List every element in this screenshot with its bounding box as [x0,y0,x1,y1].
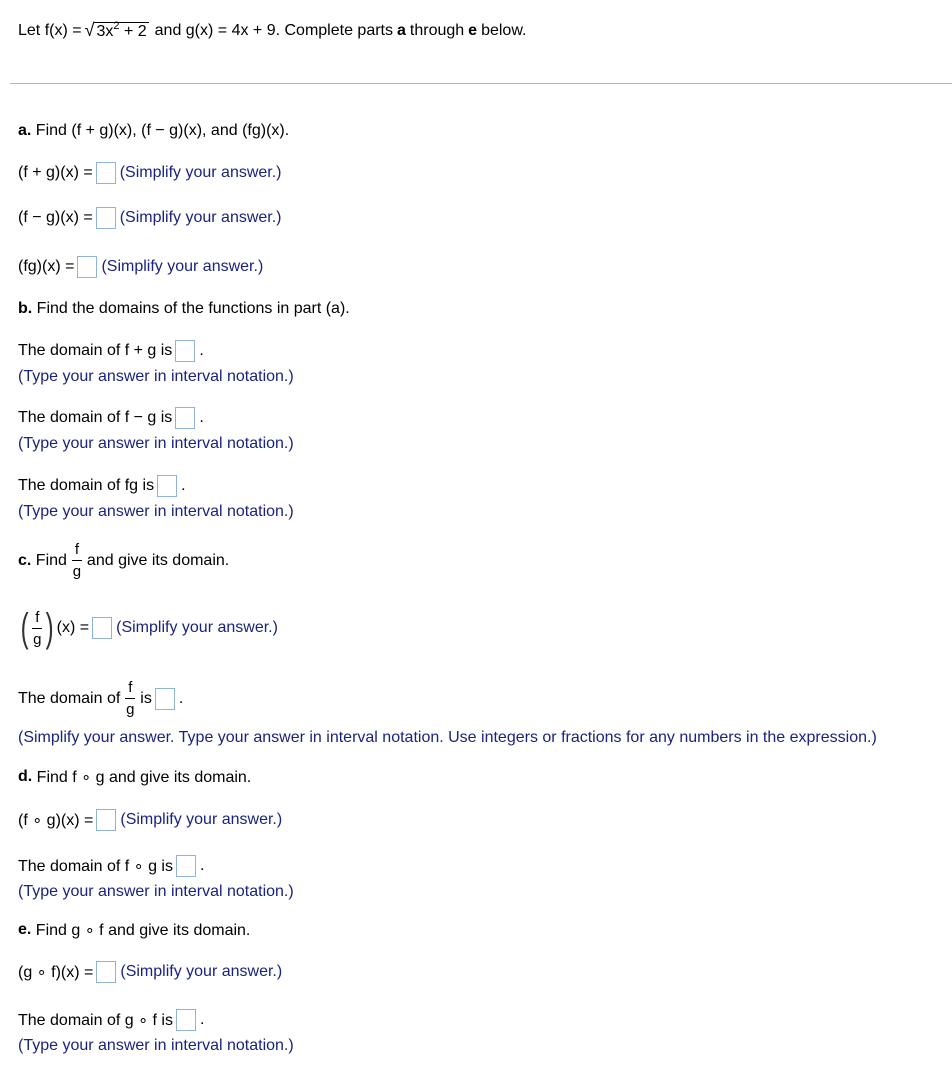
domain-gof-hint: (Type your answer in interval notation.) [18,1037,294,1054]
domain-f-over-g-input[interactable] [155,688,175,710]
divider [10,83,952,84]
f-over-g-input[interactable] [92,617,112,639]
problem-prefix: Let f(x) = [18,21,82,39]
domain-fog-row: The domain of f ∘ g is . [18,857,205,875]
domain-fg-input[interactable] [157,475,177,497]
fplusg-row: (f + g)(x) = (Simplify your answer.) [18,162,282,184]
part-e-prompt: e. Find g ∘ f and give its domain. [18,921,251,939]
gof-row: (g ∘ f)(x) = (Simplify your answer.) [18,963,283,981]
part-a-prompt: a. Find (f + g)(x), (f − g)(x), and (fg)(x). [18,122,290,139]
domain-fog-input[interactable] [176,855,196,877]
domain-fminusg-row: The domain of f − g is . [18,407,204,429]
part-d-prompt: d. Find f ∘ g and give its domain. [18,768,252,786]
domain-fg-row: The domain of fg is . [18,475,186,497]
fplusg-input[interactable] [96,162,116,184]
domain-f-over-g-row: The domain of $\frac{f}{g}$ is . [18,679,184,718]
domain-fminusg-hint: (Type your answer in interval notation.) [18,435,294,452]
domain-fplusg-row: The domain of f + g is . [18,340,204,362]
domain-gof-row: The domain of g ∘ f is . [18,1011,205,1029]
f-over-g-fraction: $\frac{f}{g}$ [72,541,82,580]
domain-fplusg-input[interactable] [175,340,195,362]
domain-fminusg-input[interactable] [175,407,195,429]
domain-f-over-g-hint: (Simplify your answer. Type your answer in interval notation. Use integers or fractions for any numbers in the expression.) [18,729,877,746]
domain-fplusg-hint: (Type your answer in interval notation.) [18,368,294,385]
part-c-prompt: c. Find $\frac{f}{g}$ and give its domain. [18,541,230,580]
fg-row: (fg)(x) = (Simplify your answer.) [18,256,263,278]
gof-input[interactable] [96,961,116,983]
fg-input[interactable] [77,256,97,278]
fminusg-row: (f − g)(x) = (Simplify your answer.) [18,207,282,229]
problem-statement: Let f(x) = √ $3x^2 + 2$ and g(x) = 4x + 9. Complete parts a through e below. [18,20,527,40]
fog-input[interactable] [96,809,116,831]
g-definition: and g(x) = 4x + 9. Complete parts [154,21,393,39]
fminusg-input[interactable] [96,207,116,229]
domain-fog-hint: (Type your answer in interval notation.) [18,883,294,900]
part-b-prompt: b. Find the domains of the functions in part (a). [18,300,350,317]
domain-fg-hint: (Type your answer in interval notation.) [18,503,294,520]
sqrt-expression: √ $3x^2 + 2$ [84,20,147,40]
fog-row: (f ∘ g)(x) = (Simplify your answer.) [18,811,283,829]
f-over-g-row: ( $\frac{f}{g}$ ) (x) = (Simplify your answer.) [20,606,278,650]
domain-gof-input[interactable] [176,1009,196,1031]
